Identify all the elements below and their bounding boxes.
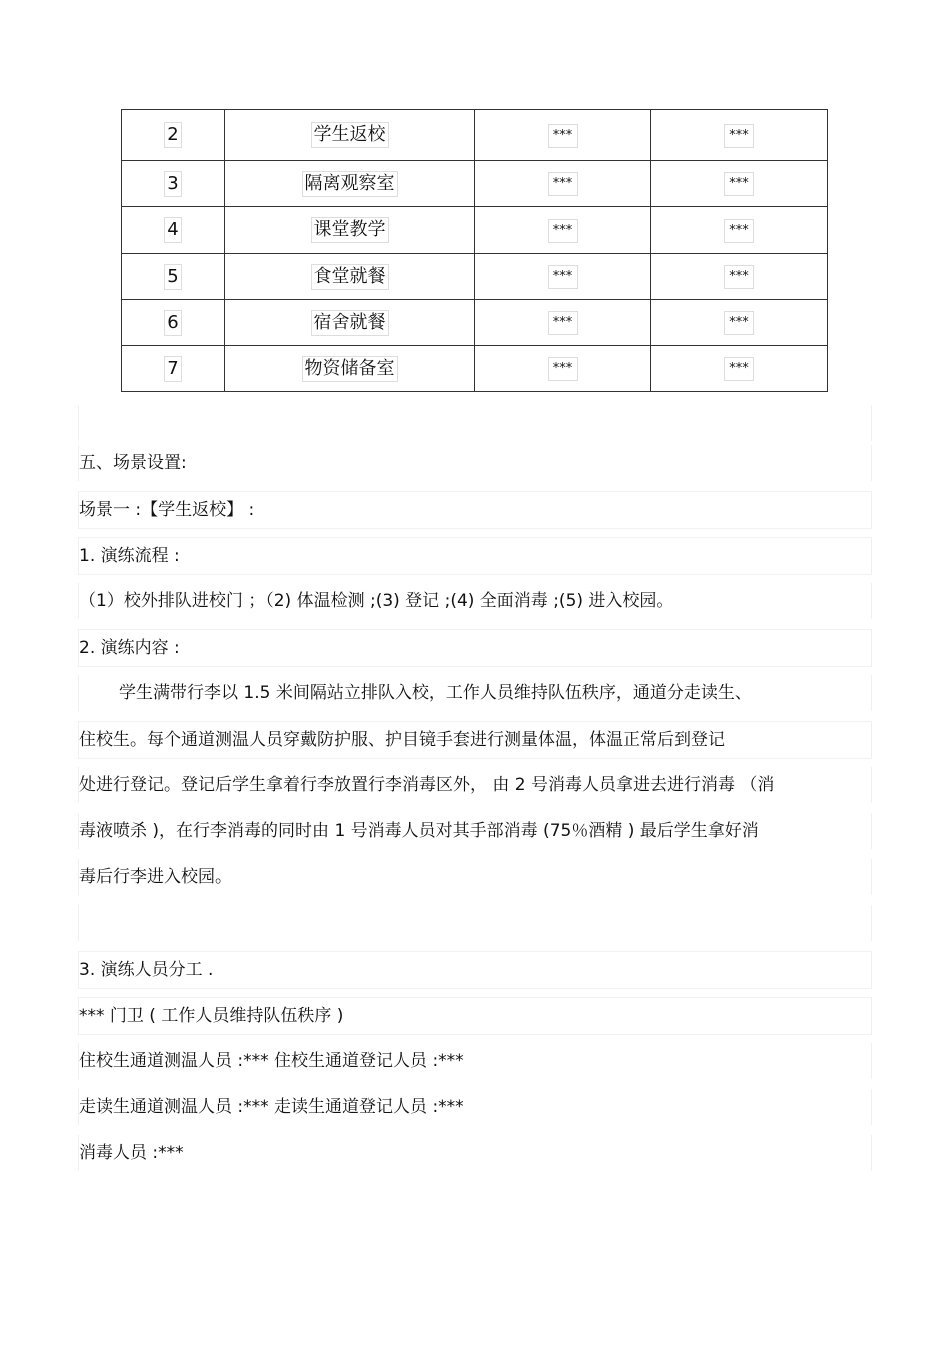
scene-name-cell	[225, 161, 475, 207]
row-number-cell	[122, 161, 225, 207]
row-number-cell	[122, 254, 225, 300]
staff-line: 走读生通道测温人员 :*** 走读生通道登记人员 :***	[78, 1089, 872, 1125]
content-title: 2. 演练内容 :	[78, 629, 872, 667]
row-number: 6	[164, 310, 181, 336]
flow-title: 1. 演练流程 :	[78, 537, 872, 575]
person-b-cell	[651, 161, 828, 207]
person-b-cell	[651, 110, 828, 161]
table-row	[122, 207, 828, 254]
person-b: ***	[724, 311, 754, 335]
person-a: ***	[548, 172, 578, 196]
person-b: ***	[724, 172, 754, 196]
staff-line: 住校生通道测温人员 :*** 住校生通道登记人员 :***	[78, 1043, 872, 1079]
scene-name: 宿舍就餐	[311, 310, 389, 336]
roles-table	[121, 109, 828, 392]
row-number-cell	[122, 300, 225, 346]
content-line: 住校生。每个通道测温人员穿戴防护服、护目镜手套进行测量体温，体温正常后到登记	[78, 721, 872, 759]
staff-title: 3. 演练人员分工 .	[78, 951, 872, 989]
person-b: ***	[724, 219, 754, 243]
person-b: ***	[724, 124, 754, 148]
scene-name-cell	[225, 110, 475, 161]
person-a: ***	[548, 219, 578, 243]
table-row	[122, 254, 828, 300]
row-number-cell	[122, 346, 225, 392]
person-b-cell	[651, 254, 828, 300]
scene-name-cell	[225, 300, 475, 346]
person-a: ***	[548, 265, 578, 289]
scene-name: 物资储备室	[302, 356, 398, 382]
row-number-cell	[122, 110, 225, 161]
person-a: ***	[548, 124, 578, 148]
staff-line: *** 门卫 ( 工作人员维持队伍秩序 )	[78, 997, 872, 1035]
blank-line	[78, 905, 872, 941]
scene-name: 隔离观察室	[302, 171, 398, 197]
person-a-cell	[475, 110, 651, 161]
blank-line	[78, 405, 872, 441]
person-a-cell	[475, 207, 651, 254]
content-line: 毒液喷杀 )，在行李消毒的同时由 1 号消毒人员对其手部消毒 (75％酒精 ) 最后学生拿好消	[78, 813, 872, 849]
row-number: 2	[164, 122, 181, 148]
table-row	[122, 161, 828, 207]
scene-name: 课堂教学	[311, 217, 389, 243]
row-number: 5	[164, 264, 181, 290]
row-number: 4	[164, 217, 181, 243]
person-a-cell	[475, 161, 651, 207]
person-a: ***	[548, 357, 578, 381]
scene-name-cell	[225, 207, 475, 254]
person-a-cell	[475, 254, 651, 300]
content-line: 处进行登记。登记后学生拿着行李放置行李消毒区外， 由 2 号消毒人员拿进去进行消毒 （消	[78, 767, 872, 803]
table-row	[122, 110, 828, 161]
person-a: ***	[548, 311, 578, 335]
scene-name-cell	[225, 254, 475, 300]
person-b: ***	[724, 265, 754, 289]
person-b-cell	[651, 207, 828, 254]
scene-name-cell	[225, 346, 475, 392]
person-b-cell	[651, 346, 828, 392]
person-b-cell	[651, 300, 828, 346]
person-a-cell	[475, 346, 651, 392]
staff-line: 消毒人员 :***	[78, 1135, 872, 1171]
person-a-cell	[475, 300, 651, 346]
content-line: 毒后行李进入校园。	[78, 859, 872, 895]
flow-steps: （1）校外排队进校门 ；（2) 体温检测 ;(3) 登记 ;(4) 全面消毒 ;(5) 进入校园。	[78, 583, 872, 619]
person-b: ***	[724, 357, 754, 381]
content-line: 学生满带行李以 1.5 米间隔站立排队入校，工作人员维持队伍秩序，通道分走读生、	[78, 675, 872, 711]
scene-title: 场景一 :【学生返校】 :	[78, 491, 872, 529]
table-row	[122, 300, 828, 346]
table-row	[122, 346, 828, 392]
section-heading: 五、场景设置:	[78, 445, 872, 481]
row-number-cell	[122, 207, 225, 254]
scene-name: 学生返校	[311, 122, 389, 148]
row-number: 3	[164, 171, 181, 197]
scene-name: 食堂就餐	[311, 264, 389, 290]
row-number: 7	[164, 356, 181, 382]
